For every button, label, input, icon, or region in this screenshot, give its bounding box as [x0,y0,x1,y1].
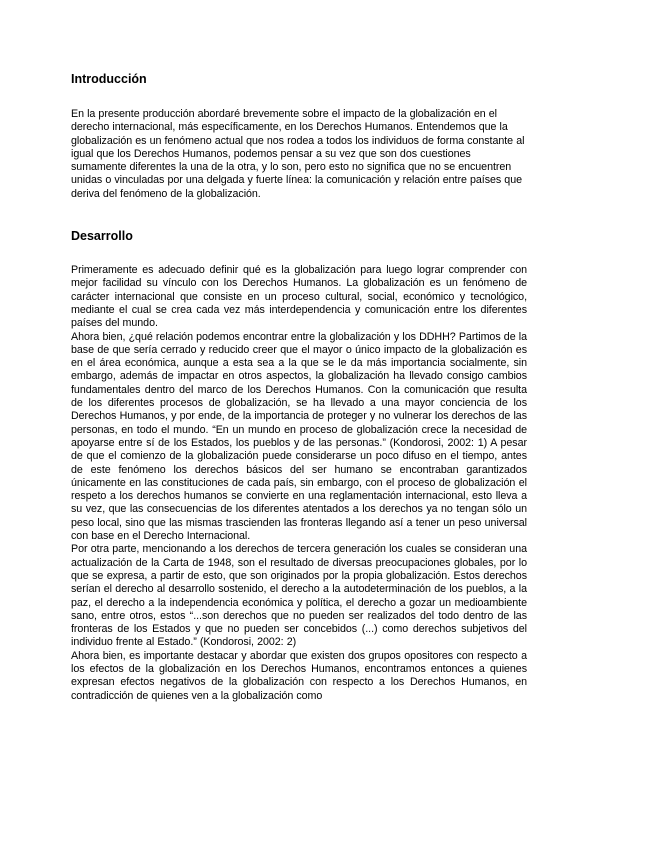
introduction-paragraph: En la presente producción abordaré brevemente sobre el impacto de la globalización en el derecho internacional, más específicamente, en los Derechos Humanos. Entendemos que la globalización es un fenómeno actual que nos rodea a todos los individuos de forma constante al igual que los Derechos Humanos, podemos pensar a su vez que son dos cuestiones sumamente diferentes la una de la otra, y lo son, pero esto no significa que no se encuentren unidas o vinculadas por una delgada y fuerte línea: la comunicación y relación entre países que deriva del fenómeno de la globalización. [71,108,525,200]
development-paragraph-4: Ahora bien, es importante destacar y abordar que existen dos grupos opositores con respecto a los efectos de la globalización en los Derechos Humanos, encontramos entonces a quienes expresan efectos negativos de la globalización con respecto a los Derechos Humanos, en contradicción de quienes ven a la globalización como [71,649,527,702]
document-page [71,72,527,703]
introduction-heading: Introducción [71,72,147,86]
development-heading: Desarrollo [71,229,133,244]
development-paragraph-2: Ahora bien, ¿qué relación podemos encontrar entre la globalización y los DDHH? Partimos de la base de que sería cerrado y reducido creer que el mayor o único impacto de la globalización es en el área económica, aunque a esta sea a la que se le da más importancia socialmente, sin embargo, además de impactar en otros aspectos, la globalización ha llevado consigo cambios fundamentales dentro del marco de los Derechos Humanos. Con la comunicación que resulta de los diferentes procesos de globalización, se ha llevado a una mayor conciencia de los Derechos Humanos, y por ende, de la importancia de proteger y no vulnerar los derechos de las personas, en todo el mundo. “En un mundo en proceso de globalización crece la necesidad de apoyarse entre sí de los Estados, los pueblos y de las personas.” (Kondorosi, 2002: 1) A pesar de que el comienzo de la globalización puede considerarse un poco difuso en el tiempo, antes de este fenómeno los derechos básicos del ser humano se encontraban garantizados únicamente en las constituciones de cada país, sin embargo, con el proceso de globalización el respeto a los derechos humanos se convierte en una reglamentación internacional, esto lleva a su vez, que las consecuencias de los diferentes atentados a los derechos ya no tengan sólo un peso local, sino que las mismas trascienden las fronteras llegando así a tener un peso universal con base en el Derecho Internacional. [71,330,527,543]
development-paragraph-3: Por otra parte, mencionando a los derechos de tercera generación los cuales se consideran una actualización de la Carta de 1948, son el resultado de diversas preocupaciones globales, por lo que se expresa, a partir de esto, que son originados por la propia globalización. Estos derechos serían el derecho al desarrollo sostenido, el derecho a la autodeterminación de los pueblos, a la paz, el derecho a la independencia económica y política, el derecho a gozar un medioambiente sano, entre otros, estos “...son derechos que no pueden ser realizados del todo dentro de las fronteras de los Estados y que no pueden ser concebidos (...) como derechos subjetivos del individuo frente al Estado.” (Kondorosi, 2002: 2) [71,543,527,649]
development-paragraph-1: Primeramente es adecuado definir qué es la globalización para luego lograr comprender con mejor facilidad su vínculo con los Derechos Humanos. La globalización es un fenómeno de carácter internacional que consiste en un proceso cultural, social, económico y tecnológico, mediante el cual se crea cada vez más interdependencia y comunicación entre los diferentes países del mundo. [71,264,527,330]
